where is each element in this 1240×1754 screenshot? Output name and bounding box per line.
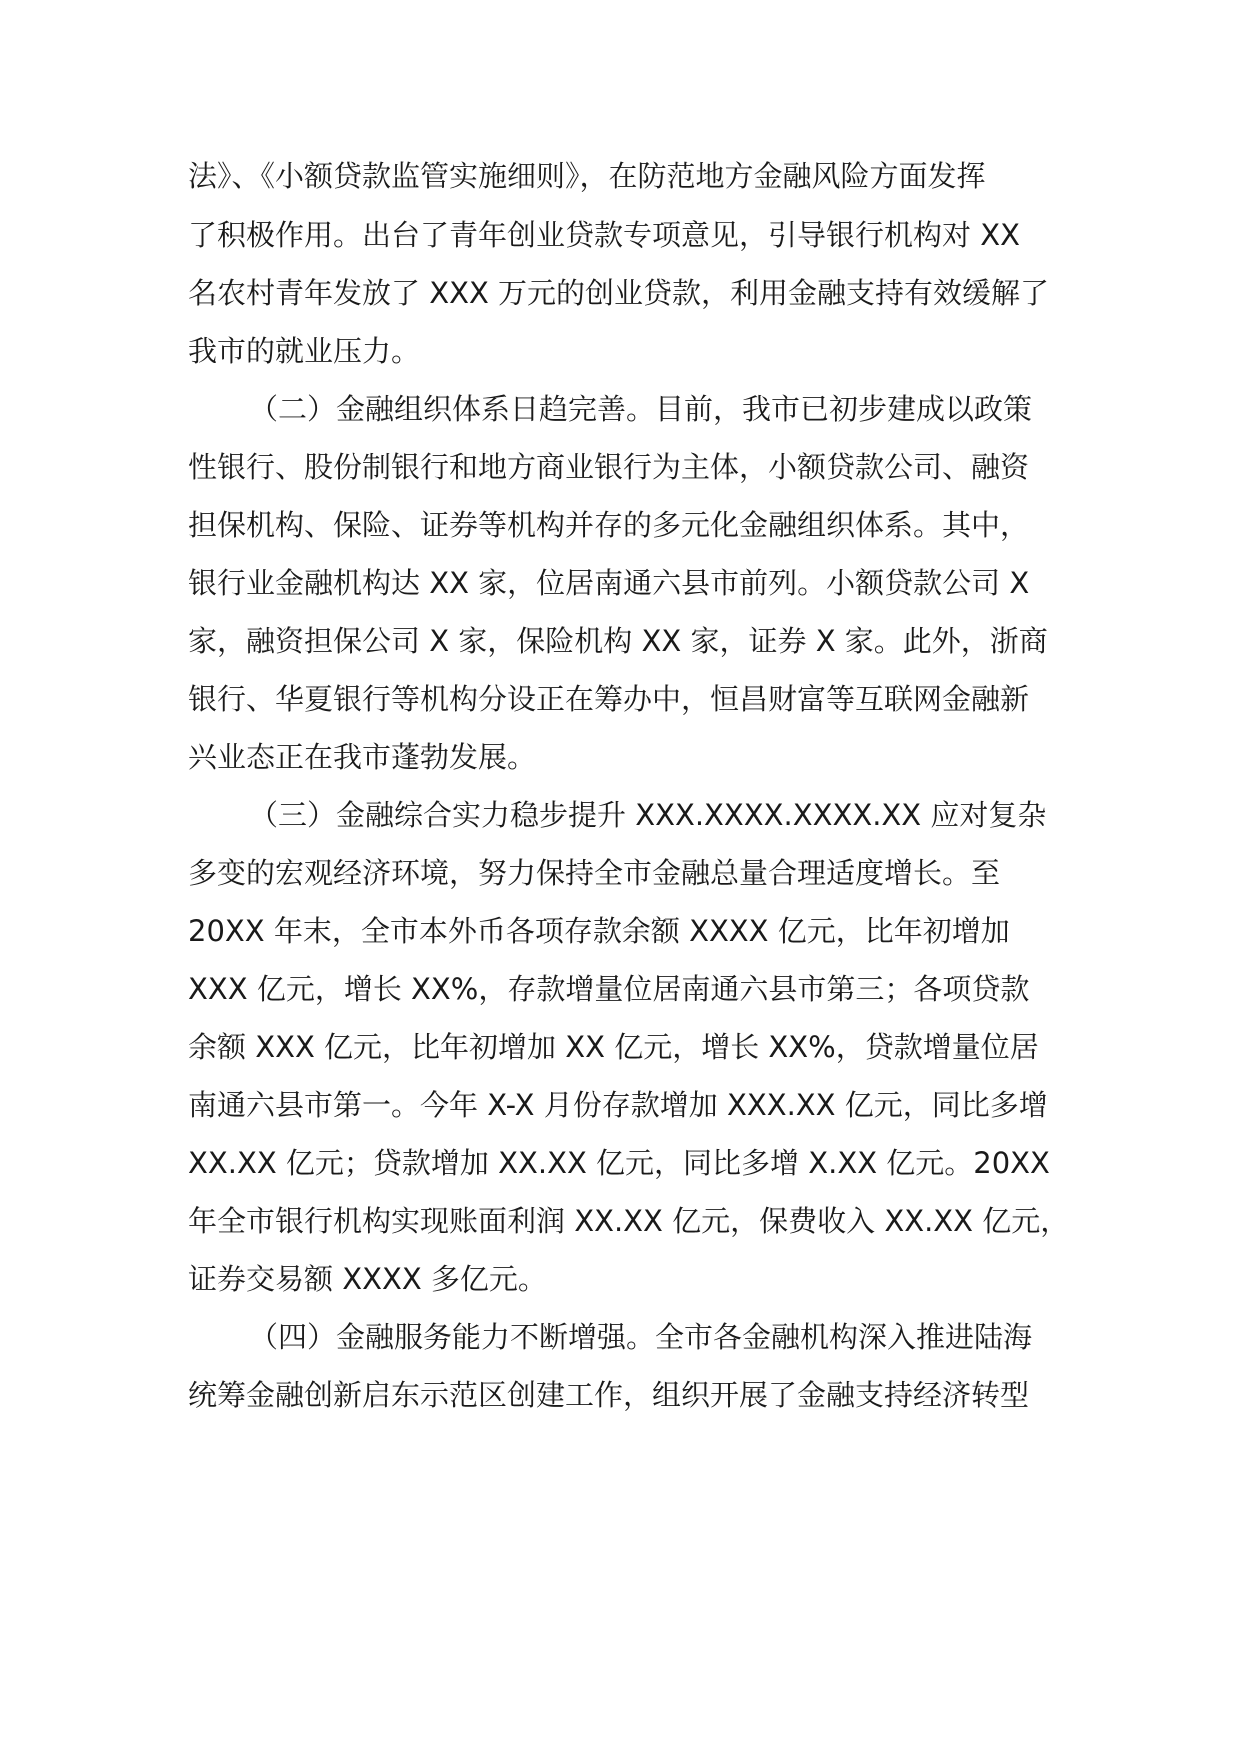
text-line: 兴业态正在我市蓬勃发展。 (188, 740, 537, 774)
text-line: XX.XX 亿元；贷款增加 XX.XX 亿元，同比多增 X.XX 亿元。20XX (188, 1146, 1050, 1180)
text-line: 我市的就业压力。 (188, 334, 421, 368)
text-line: 性银行、股份制银行和地方商业银行为主体，小额贷款公司、融资 (188, 450, 1030, 484)
text-line: 南通六县市第一。今年 X-X 月份存款增加 XXX.XX 亿元，同比多增 (188, 1088, 1048, 1122)
paragraph-heading-line: （三）金融综合实力稳步提升 XXX.XXXX.XXXX.XX 应对复杂 (249, 798, 1047, 832)
text-line: 家，融资担保公司 X 家，保险机构 XX 家，证券 X 家。此外，浙商 (188, 624, 1048, 658)
text-line: 证券交易额 XXXX 多亿元。 (188, 1262, 547, 1296)
text-line: 名农村青年发放了 XXX 万元的创业贷款，利用金融支持有效缓解了 (188, 276, 1050, 310)
paragraph-heading-line: （二）金融组织体系日趋完善。目前，我市已初步建成以政策 (249, 392, 1033, 426)
text-line: 担保机构、保险、证券等机构并存的多元化金融组织体系。其中， (188, 508, 1030, 542)
text-line: 余额 XXX 亿元，比年初增加 XX 亿元，增长 XX%，贷款增量位居 (188, 1030, 1039, 1064)
text-line: 了积极作用。出台了青年创业贷款专项意见，引导银行机构对 XX (188, 218, 1020, 252)
text-line: 银行业金融机构达 XX 家，位居南通六县市前列。小额贷款公司 X (188, 566, 1030, 600)
paragraph-heading-line: （四）金融服务能力不断增强。全市各金融机构深入推进陆海 (249, 1320, 1033, 1354)
text-line: 多变的宏观经济环境，努力保持全市金融总量合理适度增长。至 (188, 856, 1001, 890)
text-line: 20XX 年末，全市本外币各项存款余额 XXXX 亿元，比年初增加 (188, 914, 1010, 948)
text-line: 统筹金融创新启东示范区创建工作，组织开展了金融支持经济转型 (188, 1378, 1030, 1412)
text-line: 银行、华夏银行等机构分设正在筹办中，恒昌财富等互联网金融新 (188, 682, 1030, 716)
text-line: 年全市银行机构实现账面利润 XX.XX 亿元，保费收入 XX.XX 亿元， (188, 1204, 1070, 1238)
text-line: XXX 亿元，增长 XX%，存款增量位居南通六县市第三；各项贷款 (188, 972, 1030, 1006)
text-line: 法》、《小额贷款监管实施细则》，在防范地方金融风险方面发挥 (188, 159, 986, 193)
